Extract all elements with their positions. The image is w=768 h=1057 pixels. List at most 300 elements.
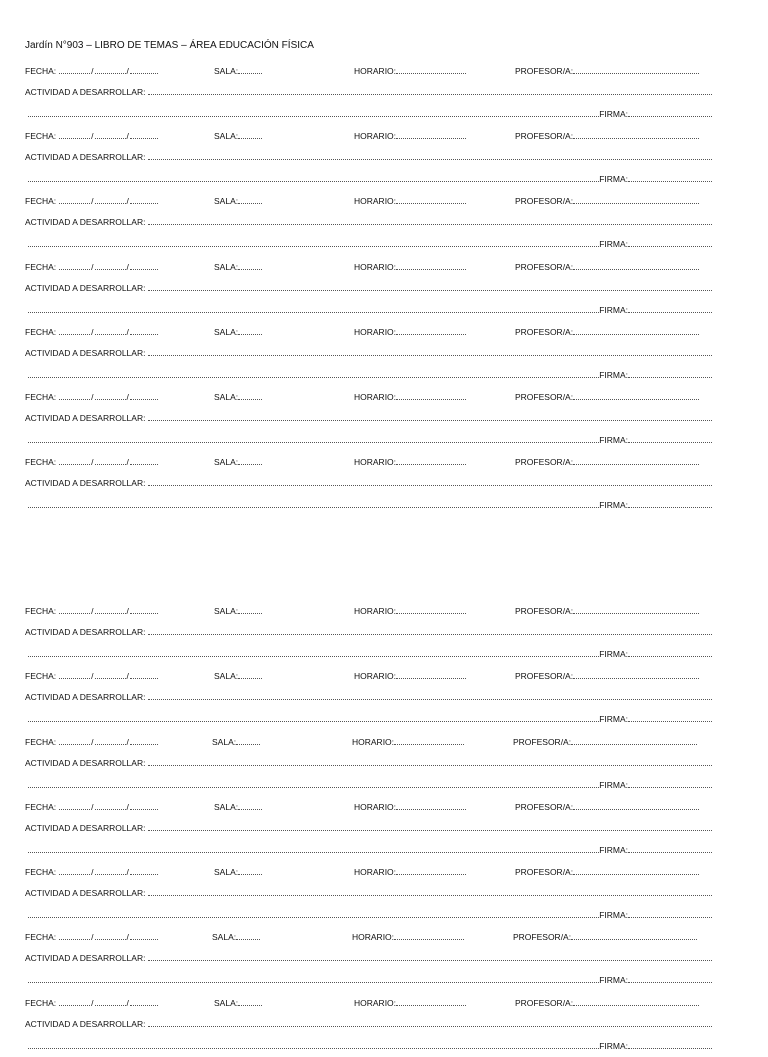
horario-field[interactable] (354, 391, 466, 403)
horario-field[interactable] (354, 326, 466, 338)
fecha-year-blank[interactable] (130, 997, 158, 1006)
horario-label: HORARIO: (354, 457, 397, 467)
fecha-month-blank[interactable] (95, 261, 126, 270)
fecha-year-blank[interactable] (130, 130, 158, 139)
actividad-label: ACTIVIDAD A DESARROLLAR: (25, 823, 146, 833)
date-separator: / (91, 998, 94, 1008)
actividad-row (0, 477, 768, 489)
actividad-blank[interactable] (148, 691, 712, 700)
actividad-field[interactable] (25, 952, 712, 964)
horario-blank[interactable] (396, 326, 466, 335)
actividad-continuation-blank[interactable] (28, 108, 599, 117)
fecha-year-blank[interactable] (130, 391, 158, 400)
profesor-field[interactable] (515, 670, 699, 682)
firma-row (0, 304, 768, 316)
profesor-blank[interactable] (573, 130, 699, 139)
form-entry (0, 866, 768, 926)
firma-label: FIRMA: (599, 109, 628, 119)
horario-blank[interactable] (396, 866, 466, 875)
form-entry (0, 195, 768, 255)
horario-field[interactable] (354, 801, 466, 813)
horario-label: HORARIO: (354, 262, 397, 272)
actividad-continuation-blank[interactable] (28, 304, 599, 313)
horario-blank[interactable] (396, 195, 466, 204)
sala-label: SALA: (214, 867, 239, 877)
fecha-field[interactable] (25, 670, 158, 682)
fecha-day-blank[interactable] (59, 391, 90, 400)
fecha-day-blank[interactable] (59, 326, 90, 335)
profesor-blank[interactable] (573, 997, 699, 1006)
sala-field[interactable] (214, 670, 262, 682)
date-separator: / (126, 932, 129, 942)
fecha-day-blank[interactable] (59, 456, 90, 465)
firma-row (0, 1040, 768, 1052)
actividad-label: ACTIVIDAD A DESARROLLAR: (25, 217, 146, 227)
sala-blank[interactable] (236, 931, 260, 940)
sala-blank[interactable] (238, 801, 262, 810)
date-separator: / (126, 457, 129, 467)
fecha-field[interactable] (25, 326, 158, 338)
fecha-day-blank[interactable] (59, 997, 90, 1006)
fecha-year-blank[interactable] (130, 866, 158, 875)
profesor-field[interactable] (513, 931, 697, 943)
sala-label: SALA: (212, 737, 237, 747)
actividad-continuation-blank[interactable] (28, 499, 599, 508)
firma-blank[interactable] (628, 434, 712, 443)
profesor-blank[interactable] (573, 195, 699, 204)
horario-field[interactable] (352, 736, 464, 748)
profesor-field[interactable] (515, 130, 699, 142)
actividad-field[interactable] (25, 691, 712, 703)
fecha-day-blank[interactable] (59, 65, 90, 74)
fecha-day-blank[interactable] (59, 605, 90, 614)
horario-field[interactable] (354, 130, 466, 142)
form-entry (0, 997, 768, 1057)
actividad-field[interactable] (25, 477, 712, 489)
actividad-continuation-blank[interactable] (28, 713, 599, 722)
firma-row (0, 238, 768, 250)
profesor-label: PROFESOR/A: (515, 66, 574, 76)
horario-blank[interactable] (396, 130, 466, 139)
profesor-blank[interactable] (571, 931, 697, 940)
horario-label: HORARIO: (354, 131, 397, 141)
profesor-blank[interactable] (573, 391, 699, 400)
horario-blank[interactable] (396, 997, 466, 1006)
actividad-continuation-blank[interactable] (28, 974, 599, 983)
actividad-row (0, 216, 768, 228)
fecha-year-blank[interactable] (130, 931, 158, 940)
actividad-field[interactable] (25, 86, 712, 98)
sala-field[interactable] (214, 605, 262, 617)
horario-blank[interactable] (396, 391, 466, 400)
sala-label: SALA: (214, 196, 239, 206)
form-entry (0, 456, 768, 516)
horario-blank[interactable] (396, 605, 466, 614)
fecha-field[interactable] (25, 736, 158, 748)
actividad-blank[interactable] (148, 282, 712, 291)
firma-field[interactable] (28, 434, 712, 446)
date-separator: / (91, 932, 94, 942)
fecha-day-blank[interactable] (59, 866, 90, 875)
firma-blank[interactable] (628, 713, 712, 722)
actividad-field[interactable] (25, 887, 712, 899)
fecha-year-blank[interactable] (130, 261, 158, 270)
fecha-field[interactable] (25, 456, 158, 468)
actividad-blank[interactable] (148, 216, 712, 225)
horario-blank[interactable] (396, 456, 466, 465)
sala-field[interactable] (214, 130, 262, 142)
sala-blank[interactable] (238, 326, 262, 335)
fecha-month-blank[interactable] (95, 866, 126, 875)
entry-header-row (0, 931, 768, 943)
profesor-field[interactable] (515, 801, 699, 813)
fecha-month-blank[interactable] (95, 456, 126, 465)
profesor-blank[interactable] (573, 456, 699, 465)
firma-row (0, 844, 768, 856)
horario-field[interactable] (354, 65, 466, 77)
fecha-day-blank[interactable] (59, 801, 90, 810)
date-separator: / (126, 737, 129, 747)
actividad-label: ACTIVIDAD A DESARROLLAR: (25, 953, 146, 963)
firma-blank[interactable] (628, 304, 712, 313)
sala-field[interactable] (214, 326, 262, 338)
date-separator: / (91, 196, 94, 206)
actividad-field[interactable] (25, 347, 712, 359)
fecha-field[interactable] (25, 195, 158, 207)
fecha-day-blank[interactable] (59, 261, 90, 270)
sala-blank[interactable] (238, 261, 262, 270)
actividad-label: ACTIVIDAD A DESARROLLAR: (25, 283, 146, 293)
firma-field[interactable] (28, 304, 712, 316)
sala-field[interactable] (214, 195, 262, 207)
date-separator: / (126, 998, 129, 1008)
firma-field[interactable] (28, 499, 712, 511)
actividad-row (0, 822, 768, 834)
actividad-label: ACTIVIDAD A DESARROLLAR: (25, 692, 146, 702)
fecha-year-blank[interactable] (130, 195, 158, 204)
firma-row (0, 713, 768, 725)
actividad-blank[interactable] (148, 1018, 712, 1027)
horario-blank[interactable] (396, 261, 466, 270)
profesor-field[interactable] (515, 261, 699, 273)
firma-blank[interactable] (628, 844, 712, 853)
profesor-field[interactable] (515, 997, 699, 1009)
profesor-blank[interactable] (573, 670, 699, 679)
actividad-row (0, 412, 768, 424)
actividad-blank[interactable] (148, 412, 712, 421)
actividad-label: ACTIVIDAD A DESARROLLAR: (25, 758, 146, 768)
firma-row (0, 434, 768, 446)
profesor-blank[interactable] (571, 736, 697, 745)
fecha-month-blank[interactable] (95, 670, 126, 679)
profesor-blank[interactable] (573, 326, 699, 335)
firma-label: FIRMA: (599, 780, 628, 790)
firma-label: FIRMA: (599, 1041, 628, 1051)
firma-field[interactable] (28, 909, 712, 921)
profesor-label: PROFESOR/A: (515, 327, 574, 337)
fecha-year-blank[interactable] (130, 736, 158, 745)
profesor-field[interactable] (515, 391, 699, 403)
date-separator: / (91, 66, 94, 76)
entry-header-row (0, 866, 768, 878)
firma-field[interactable] (28, 713, 712, 725)
horario-field[interactable] (352, 931, 464, 943)
form-entry (0, 261, 768, 321)
sala-label: SALA: (214, 606, 239, 616)
actividad-row (0, 347, 768, 359)
horario-label: HORARIO: (352, 737, 395, 747)
actividad-blank[interactable] (148, 477, 712, 486)
profesor-blank[interactable] (573, 866, 699, 875)
form-entry (0, 326, 768, 386)
fecha-year-blank[interactable] (130, 605, 158, 614)
actividad-field[interactable] (25, 412, 712, 424)
firma-blank[interactable] (628, 108, 712, 117)
firma-field[interactable] (28, 238, 712, 250)
firma-blank[interactable] (628, 499, 712, 508)
fecha-month-blank[interactable] (95, 997, 126, 1006)
fecha-month-blank[interactable] (95, 801, 126, 810)
date-separator: / (91, 867, 94, 877)
profesor-label: PROFESOR/A: (515, 998, 574, 1008)
firma-field[interactable] (28, 779, 712, 791)
date-separator: / (91, 737, 94, 747)
horario-label: HORARIO: (354, 196, 397, 206)
actividad-blank[interactable] (148, 626, 712, 635)
horario-label: HORARIO: (354, 802, 397, 812)
actividad-continuation-blank[interactable] (28, 909, 599, 918)
firma-label: FIRMA: (599, 500, 628, 510)
fecha-day-blank[interactable] (59, 195, 90, 204)
fecha-field[interactable] (25, 605, 158, 617)
firma-blank[interactable] (628, 1040, 712, 1049)
actividad-continuation-blank[interactable] (28, 434, 599, 443)
sala-blank[interactable] (238, 391, 262, 400)
fecha-field[interactable] (25, 997, 158, 1009)
firma-label: FIRMA: (599, 305, 628, 315)
profesor-blank[interactable] (573, 261, 699, 270)
sala-blank[interactable] (238, 130, 262, 139)
actividad-blank[interactable] (148, 952, 712, 961)
sala-field[interactable] (214, 391, 262, 403)
firma-field[interactable] (28, 844, 712, 856)
actividad-continuation-blank[interactable] (28, 173, 599, 182)
horario-blank[interactable] (396, 65, 466, 74)
actividad-continuation-blank[interactable] (28, 648, 599, 657)
actividad-field[interactable] (25, 822, 712, 834)
firma-label: FIRMA: (599, 435, 628, 445)
sala-blank[interactable] (238, 65, 262, 74)
actividad-continuation-blank[interactable] (28, 238, 599, 247)
firma-blank[interactable] (628, 779, 712, 788)
sala-field[interactable] (214, 456, 262, 468)
sala-label: SALA: (214, 802, 239, 812)
actividad-blank[interactable] (148, 347, 712, 356)
horario-field[interactable] (354, 261, 466, 273)
sala-blank[interactable] (238, 456, 262, 465)
actividad-continuation-blank[interactable] (28, 1040, 599, 1049)
actividad-field[interactable] (25, 757, 712, 769)
sala-label: SALA: (214, 392, 239, 402)
date-separator: / (91, 802, 94, 812)
profesor-field[interactable] (515, 456, 699, 468)
actividad-field[interactable] (25, 282, 712, 294)
horario-blank[interactable] (394, 931, 464, 940)
firma-blank[interactable] (628, 173, 712, 182)
sala-field[interactable] (214, 866, 262, 878)
sala-field[interactable] (214, 801, 262, 813)
actividad-row (0, 86, 768, 98)
actividad-blank[interactable] (148, 757, 712, 766)
horario-field[interactable] (354, 997, 466, 1009)
actividad-row (0, 151, 768, 163)
fecha-field[interactable] (25, 866, 158, 878)
actividad-field[interactable] (25, 626, 712, 638)
fecha-label: FECHA: (25, 327, 57, 337)
fecha-month-blank[interactable] (95, 195, 126, 204)
profesor-field[interactable] (515, 605, 699, 617)
fecha-year-blank[interactable] (130, 65, 158, 74)
profesor-field[interactable] (515, 866, 699, 878)
fecha-day-blank[interactable] (59, 670, 90, 679)
sala-field[interactable] (214, 261, 262, 273)
fecha-field[interactable] (25, 931, 158, 943)
fecha-month-blank[interactable] (95, 605, 126, 614)
firma-label: FIRMA: (599, 239, 628, 249)
firma-blank[interactable] (628, 369, 712, 378)
sala-blank[interactable] (238, 605, 262, 614)
fecha-field[interactable] (25, 801, 158, 813)
fecha-label: FECHA: (25, 737, 57, 747)
horario-field[interactable] (354, 456, 466, 468)
sala-blank[interactable] (236, 736, 260, 745)
fecha-day-blank[interactable] (59, 736, 90, 745)
firma-field[interactable] (28, 648, 712, 660)
horario-field[interactable] (354, 195, 466, 207)
actividad-continuation-blank[interactable] (28, 844, 599, 853)
horario-blank[interactable] (396, 801, 466, 810)
firma-blank[interactable] (628, 648, 712, 657)
fecha-month-blank[interactable] (95, 65, 126, 74)
fecha-year-blank[interactable] (130, 326, 158, 335)
fecha-month-blank[interactable] (95, 130, 126, 139)
actividad-blank[interactable] (148, 151, 712, 160)
fecha-day-blank[interactable] (59, 931, 90, 940)
actividad-continuation-blank[interactable] (28, 369, 599, 378)
actividad-label: ACTIVIDAD A DESARROLLAR: (25, 1019, 146, 1029)
actividad-blank[interactable] (148, 86, 712, 95)
fecha-month-blank[interactable] (95, 391, 126, 400)
firma-field[interactable] (28, 1040, 712, 1052)
actividad-field[interactable] (25, 151, 712, 163)
sala-field[interactable] (214, 65, 262, 77)
form-entry (0, 736, 768, 796)
actividad-row (0, 887, 768, 899)
fecha-year-blank[interactable] (130, 801, 158, 810)
firma-field[interactable] (28, 369, 712, 381)
fecha-year-blank[interactable] (130, 456, 158, 465)
profesor-label: PROFESOR/A: (515, 392, 574, 402)
fecha-month-blank[interactable] (95, 326, 126, 335)
sala-field[interactable] (212, 736, 260, 748)
firma-field[interactable] (28, 974, 712, 986)
actividad-label: ACTIVIDAD A DESARROLLAR: (25, 348, 146, 358)
profesor-blank[interactable] (573, 65, 699, 74)
sala-blank[interactable] (238, 866, 262, 875)
horario-field[interactable] (354, 670, 466, 682)
fecha-field[interactable] (25, 130, 158, 142)
entry-header-row (0, 130, 768, 142)
firma-blank[interactable] (628, 909, 712, 918)
profesor-label: PROFESOR/A: (515, 802, 574, 812)
profesor-blank[interactable] (573, 605, 699, 614)
firma-field[interactable] (28, 173, 712, 185)
profesor-label: PROFESOR/A: (515, 457, 574, 467)
fecha-field[interactable] (25, 65, 158, 77)
profesor-label: PROFESOR/A: (513, 932, 572, 942)
profesor-field[interactable] (515, 326, 699, 338)
actividad-continuation-blank[interactable] (28, 779, 599, 788)
fecha-label: FECHA: (25, 66, 57, 76)
fecha-month-blank[interactable] (95, 931, 126, 940)
actividad-label: ACTIVIDAD A DESARROLLAR: (25, 478, 146, 488)
profesor-label: PROFESOR/A: (515, 867, 574, 877)
fecha-day-blank[interactable] (59, 130, 90, 139)
profesor-field[interactable] (515, 195, 699, 207)
actividad-field[interactable] (25, 1018, 712, 1030)
sala-blank[interactable] (238, 670, 262, 679)
horario-blank[interactable] (396, 670, 466, 679)
fecha-year-blank[interactable] (130, 670, 158, 679)
form-entry (0, 801, 768, 861)
fecha-label: FECHA: (25, 392, 57, 402)
date-separator: / (91, 606, 94, 616)
firma-label: FIRMA: (599, 174, 628, 184)
fecha-field[interactable] (25, 261, 158, 273)
firma-blank[interactable] (628, 238, 712, 247)
profesor-blank[interactable] (573, 801, 699, 810)
firma-row (0, 648, 768, 660)
profesor-field[interactable] (515, 65, 699, 77)
sala-blank[interactable] (238, 195, 262, 204)
fecha-month-blank[interactable] (95, 736, 126, 745)
form-entry (0, 130, 768, 190)
profesor-label: PROFESOR/A: (515, 131, 574, 141)
sala-blank[interactable] (238, 997, 262, 1006)
actividad-field[interactable] (25, 216, 712, 228)
horario-field[interactable] (354, 866, 466, 878)
firma-row (0, 173, 768, 185)
fecha-label: FECHA: (25, 802, 57, 812)
date-separator: / (91, 262, 94, 272)
firma-blank[interactable] (628, 974, 712, 983)
actividad-blank[interactable] (148, 887, 712, 896)
horario-blank[interactable] (394, 736, 464, 745)
horario-field[interactable] (354, 605, 466, 617)
entry-header-row (0, 736, 768, 748)
profesor-field[interactable] (513, 736, 697, 748)
sala-label: SALA: (214, 457, 239, 467)
fecha-field[interactable] (25, 391, 158, 403)
sala-field[interactable] (214, 997, 262, 1009)
date-separator: / (91, 131, 94, 141)
firma-field[interactable] (28, 108, 712, 120)
actividad-label: ACTIVIDAD A DESARROLLAR: (25, 413, 146, 423)
actividad-blank[interactable] (148, 822, 712, 831)
sala-label: SALA: (212, 932, 237, 942)
sala-field[interactable] (212, 931, 260, 943)
fecha-label: FECHA: (25, 457, 57, 467)
